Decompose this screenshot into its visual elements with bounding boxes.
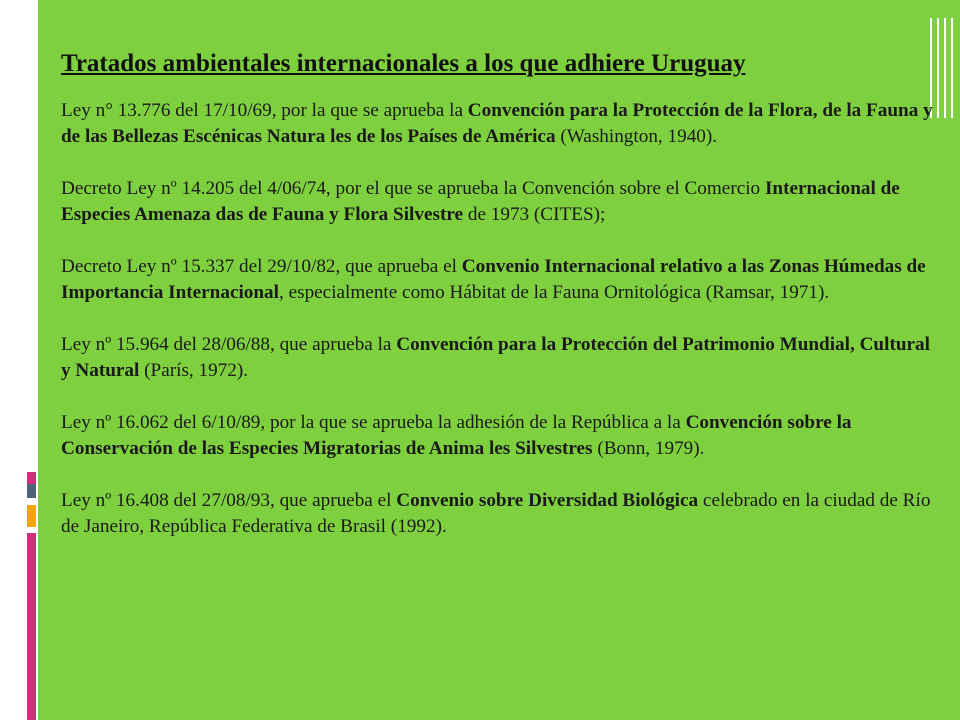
treaty-paragraph-5 [61,410,941,462]
paragraph-text: , especialmente como Hábitat de la Fauna Ornitológica (Ramsar, 1971). [279,282,830,303]
treaty-paragraph-3 [61,254,941,306]
paragraph-text: (París, 1972). [139,360,249,381]
treaty-paragraph-6 [61,488,941,540]
paragraph-text: (Washington, 1940). [555,126,718,147]
paragraph-text: Ley nº 16.062 del 6/10/89, por la que se aprueba la adhesión de la República a la [61,412,686,433]
left-margin-strip [0,0,38,720]
paragraph-text: celebrado en la ciudad de Río de Janeiro, República Federativa de Brasil (1992). [61,490,931,537]
paragraph-text: de 1973 (CITES); [463,204,606,225]
paragraph-text: Ley nº 15.964 del 28/06/88, que aprueba la [61,334,397,355]
paragraph-text: Ley n° 13.776 del 17/10/69, por la que se aprueba la [61,100,468,121]
treaty-paragraph-1 [61,98,941,150]
treaty-name: Convención para la Protección del Patrimonio Mundial, Cultural y Natural [61,334,930,381]
orange-accent-bar [27,505,36,527]
paragraph-text: Ley nº 16.408 del 27/08/93, que aprueba el [61,490,397,511]
treaty-name: Convención para la Protección de la Flora, de la Fauna y de las Bellezas Escénicas Natura les de los Países de América [61,100,933,147]
paragraph-text: Decreto Ley nº 15.337 del 29/10/82, que aprueba el [61,256,462,277]
treaty-name: Convenio sobre Diversidad Biológica [396,490,699,511]
treaty-paragraph-2 [61,176,941,228]
paragraph-text: Decreto Ley nº 14.205 del 4/06/74, por el que se aprueba la Convención sobre el Comercio [61,178,765,199]
slide-background [38,0,960,720]
treaty-name: Convenio Internacional relativo a las Zonas Húmedas de Importancia Internacional [61,256,926,303]
treaty-name: Convención sobre la Conservación de las Especies Migratorias de Anima les Silvestres [61,412,852,459]
paragraph-text: (Bonn, 1979). [592,438,705,459]
treaty-paragraph-4 [61,332,941,384]
slate-accent-bar [27,484,36,498]
slide-content [61,48,941,566]
treaty-name: Internacional de Especies Amenaza das de Fauna y Flora Silvestre [61,178,900,225]
slide-title: Tratados ambientales internacionales a los que adhiere Uruguay [61,50,746,77]
magenta-accent-bar-long [27,533,36,720]
